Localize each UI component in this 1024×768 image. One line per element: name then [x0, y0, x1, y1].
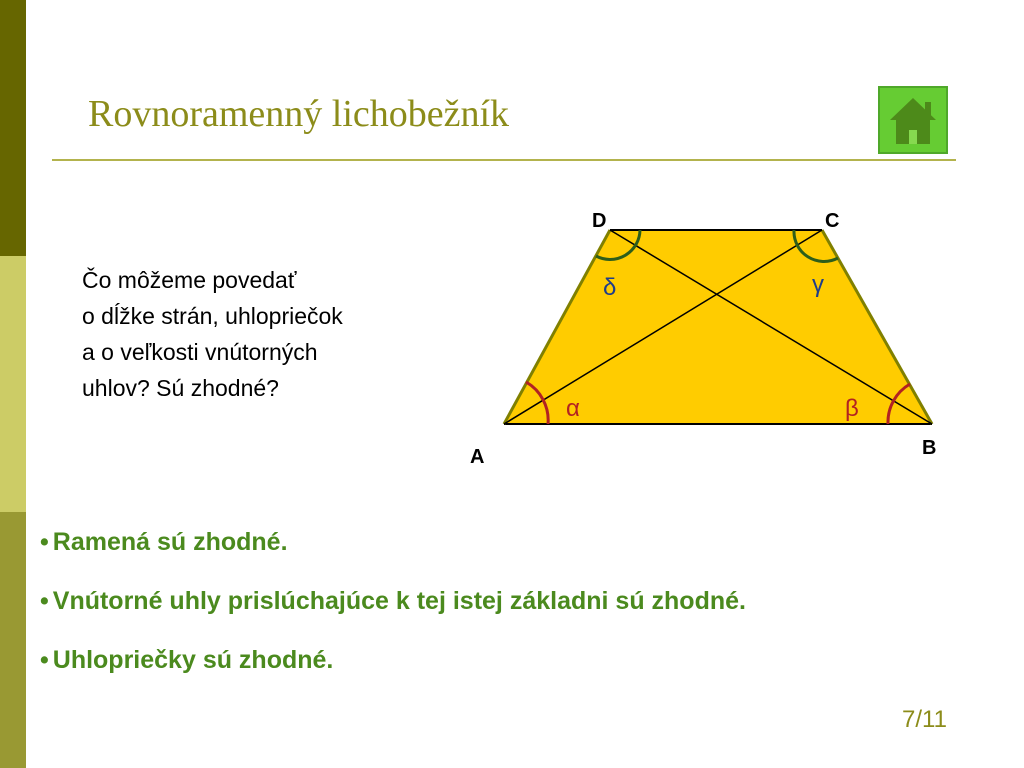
slide-title: Rovnoramenný lichobežník [88, 93, 510, 135]
page-number: 7/11 [902, 706, 947, 733]
vertex-a-label: A [470, 446, 485, 468]
list-item: • Vnútorné uhly prislúchajúce k tej istej základni sú zhodné. [40, 587, 746, 615]
angle-delta-label: δ [603, 274, 617, 301]
question-line: a o veľkosti vnútorných [82, 339, 318, 365]
list-item-text: Vnútorné uhly prislúchajúce k tej istej základni sú zhodné. [52, 587, 746, 615]
question-line: Čo môžeme povedať [82, 267, 297, 293]
angle-gamma-label: γ [812, 271, 824, 298]
vertex-b-label: B [922, 437, 937, 459]
question-line: o dĺžke strán, uhlopriečok [82, 303, 343, 329]
question-line: uhlov? Sú zhodné? [82, 375, 279, 401]
vertex-c-label: C [825, 210, 840, 232]
angle-beta-label: β [845, 395, 859, 422]
list-item: • Uhlopriečky sú zhodné. [40, 646, 334, 674]
list-item-text: Uhlopriečky sú zhodné. [52, 646, 334, 674]
conclusion-list [40, 528, 746, 705]
list-item: • Ramená sú zhodné. [40, 528, 288, 556]
list-item-text: Ramená sú zhodné. [52, 528, 288, 556]
vertex-d-label: D [592, 210, 607, 232]
angle-alpha-label: α [566, 395, 580, 422]
